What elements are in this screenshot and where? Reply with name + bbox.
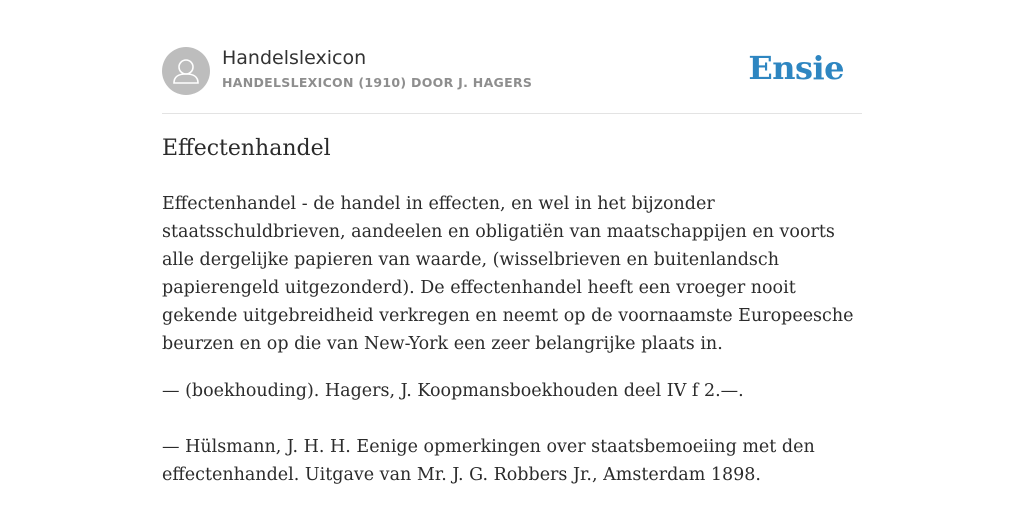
user-placeholder-icon (162, 47, 210, 95)
article-content (162, 190, 862, 489)
header-divider (162, 113, 862, 114)
source-name-link[interactable]: Handelslexicon (222, 47, 367, 69)
source-avatar[interactable] (162, 47, 210, 95)
reference-item: — (boekhouding). Hagers, J. Koopmansboekhouden deel IV f 2.—. (162, 381, 744, 401)
article-header (162, 46, 862, 96)
reference-item: — Hülsmann, J. H. H. Eenige opmerkingen over staatsbemoeiing met den effectenhandel. Uitgave van Mr. J. G. Robbers Jr., Amsterdam 1898. (162, 437, 815, 485)
ensie-logo-link[interactable]: Ensie (748, 49, 844, 87)
article-title: Effectenhandel (162, 136, 331, 161)
source-subtitle: HANDELSLEXICON (1910) DOOR J. HAGERS (222, 75, 533, 90)
article-body: Effectenhandel - de handel in effecten, en wel in het bijzonder staatsschuldbrieven, aandeelen en obligatiën van maatschappijen en voorts alle dergelijke papieren van waarde, (wisselbrieven en buitenlandsch papierengeld uitgezonderd). De effectenhandel heeft een vroeger nooit gekende uitgebreidheid verkregen en neemt op de voornaamste Europeesche beurzen en op die van New-York een zeer belangrijke plaats in. (162, 194, 854, 354)
